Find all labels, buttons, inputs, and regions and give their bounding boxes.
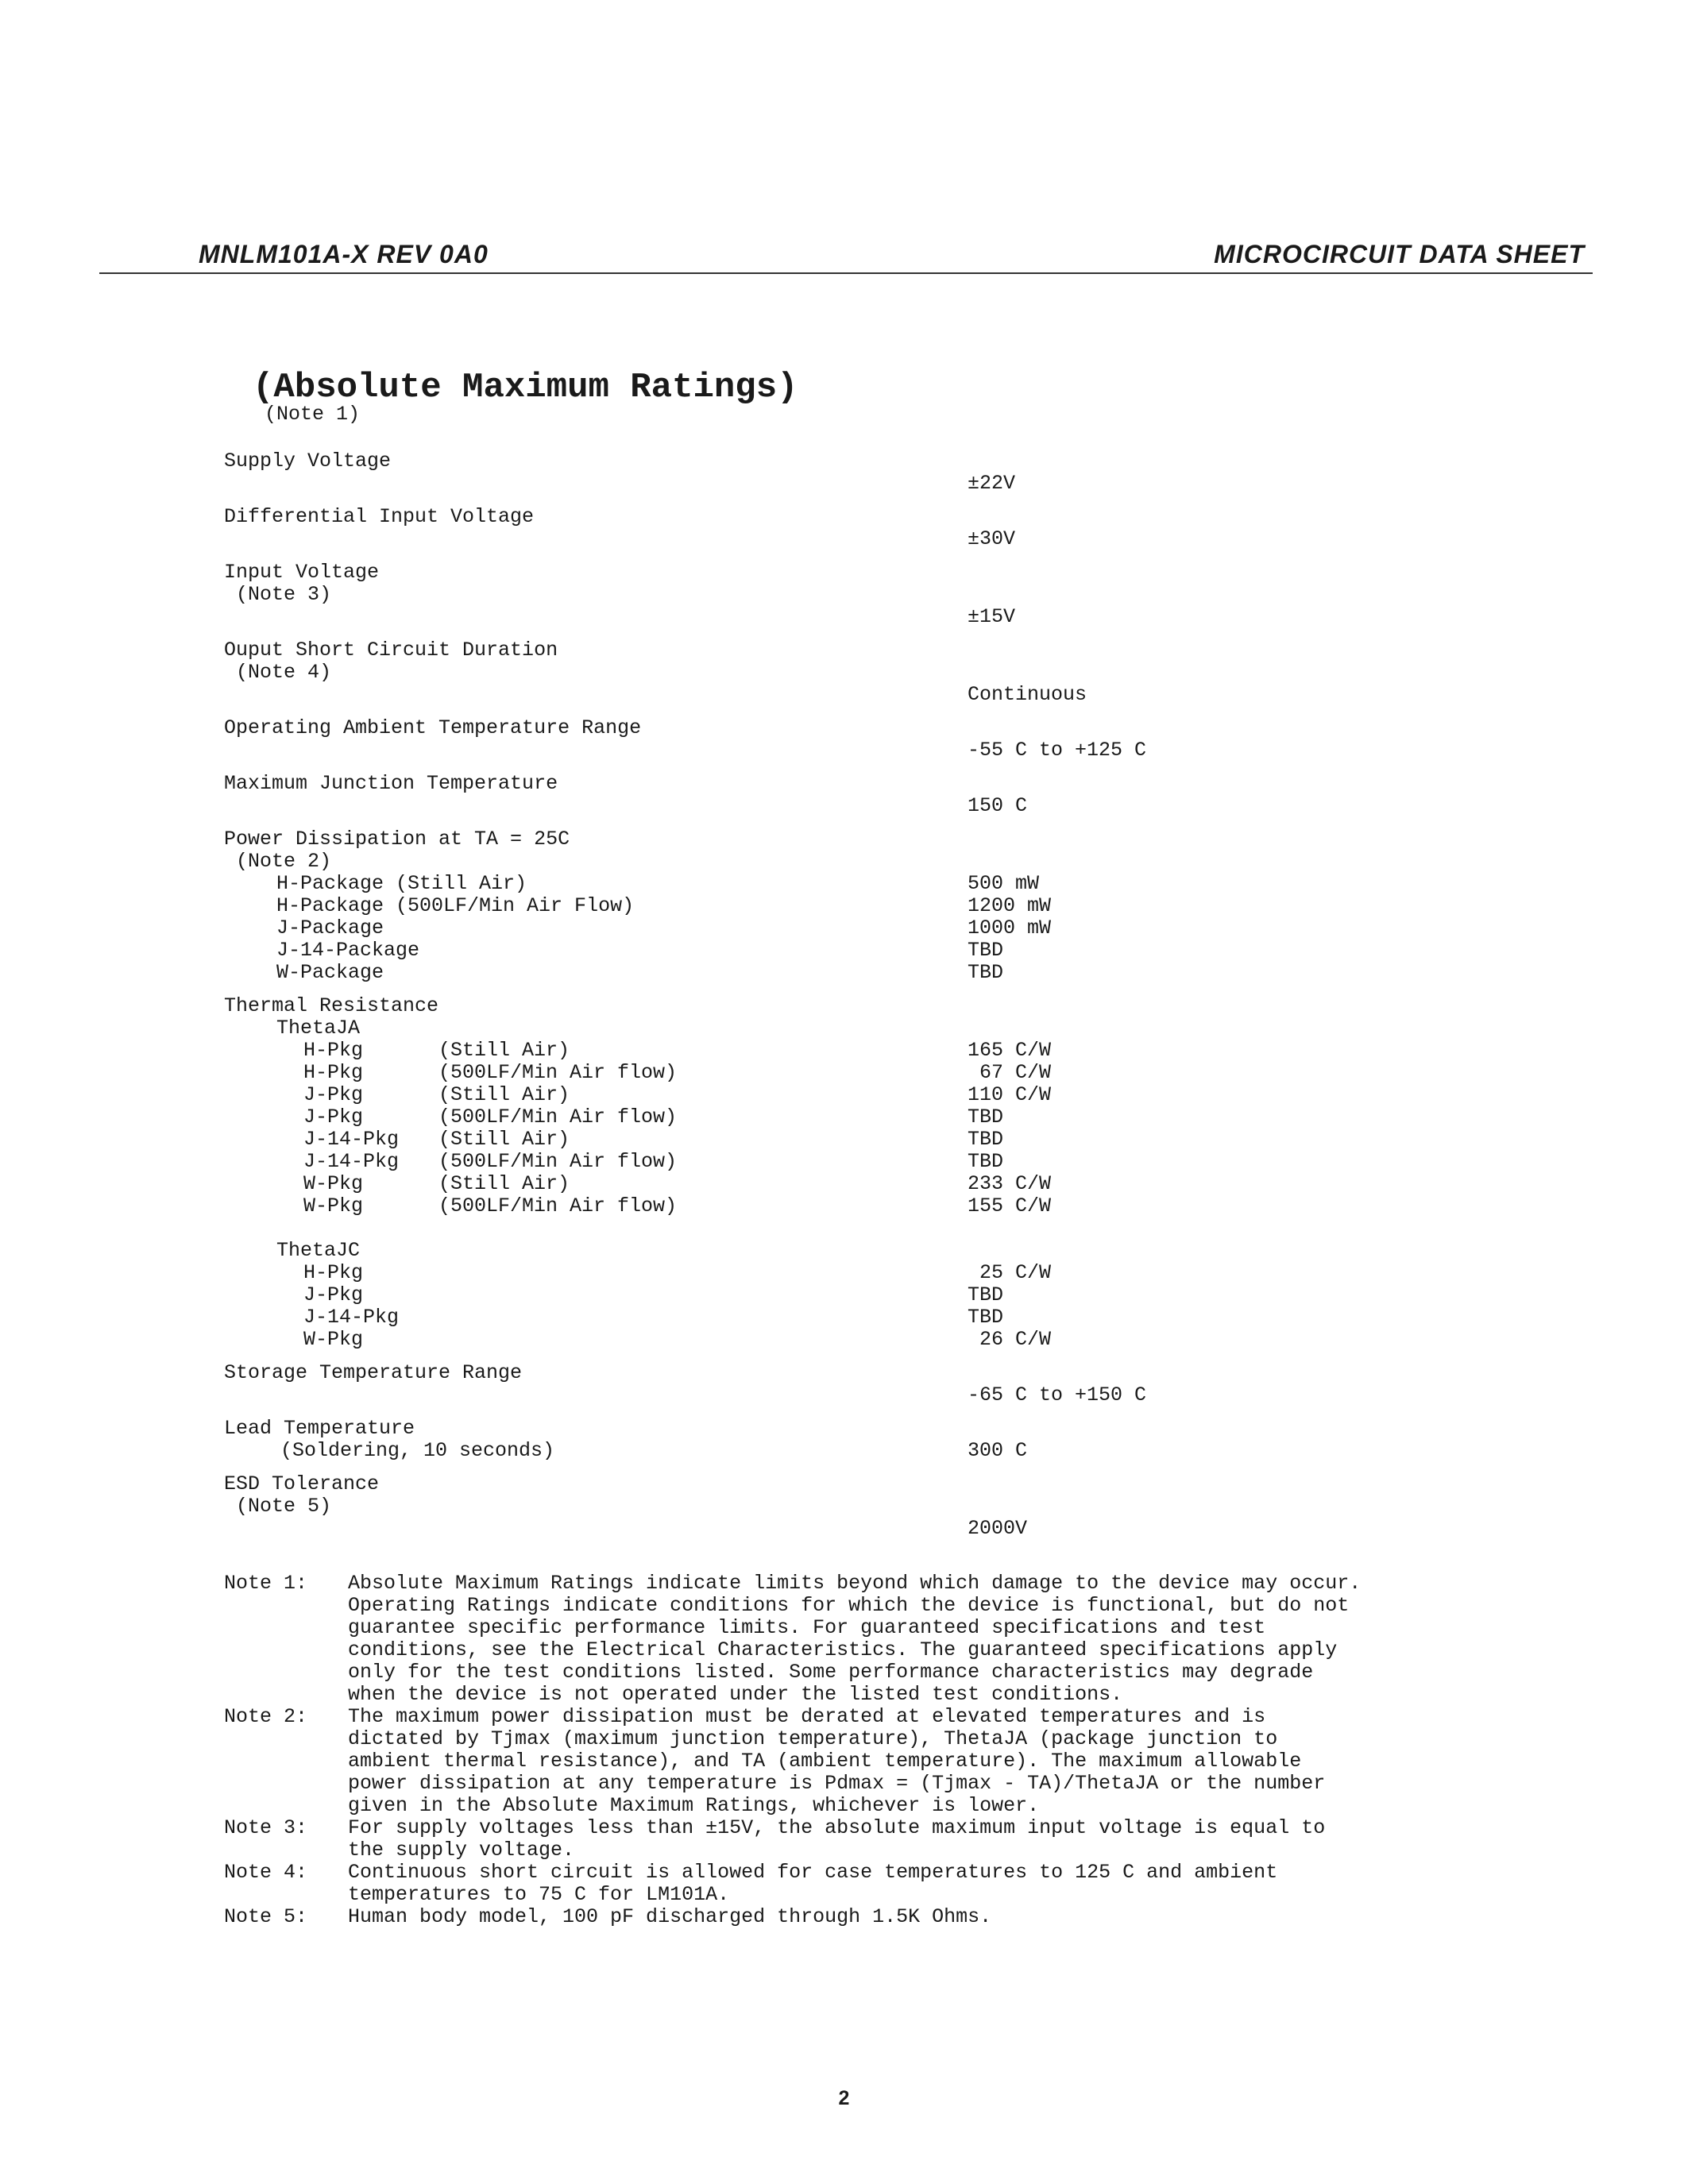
note-line: For supply voltages less than ±15V, the absolute maximum input voltage is equal to [348, 1816, 1326, 1839]
rating-value: -65 C to +150 C [968, 1383, 1147, 1406]
rating-label: Supply Voltage [224, 450, 392, 473]
thetaja-value: TBD [968, 1150, 1004, 1173]
rating-label: ESD Tolerance [224, 1472, 380, 1495]
rating-label: Power Dissipation at TA = 25C [224, 828, 570, 851]
thetaja-pkg: W-Pkg [303, 1194, 364, 1217]
note-line: Operating Ratings indicate conditions for which the device is functional, but do not [348, 1594, 1350, 1617]
thetajc-pkg: W-Pkg [303, 1328, 364, 1351]
rating-value: ±15V [968, 605, 1016, 628]
thetaja-pkg: J-Pkg [303, 1083, 364, 1106]
thetaja-value: TBD [968, 1128, 1004, 1151]
thetaja-value: 155 C/W [968, 1194, 1052, 1217]
thetaja-cond: (500LF/Min Air flow) [438, 1194, 678, 1217]
section-note-ref: (Note 1) [265, 403, 361, 426]
pd-row-label: H-Package (500LF/Min Air Flow) [276, 894, 635, 917]
rating-value: ±30V [968, 527, 1016, 550]
note-label: Note 3: [224, 1816, 308, 1839]
note-line: when the device is not operated under the listed test conditions. [348, 1683, 1123, 1706]
rating-value: 150 C [968, 794, 1028, 817]
rating-value: 300 C [968, 1439, 1028, 1462]
note-line: Absolute Maximum Ratings indicate limits beyond which damage to the device may occur. [348, 1572, 1362, 1595]
thetaja-cond: (Still Air) [438, 1128, 570, 1151]
rating-label: Storage Temperature Range [224, 1361, 523, 1384]
note-line: temperatures to 75 C for LM101A. [348, 1883, 730, 1906]
rating-label: Maximum Junction Temperature [224, 772, 558, 795]
rating-note [224, 1495, 331, 1518]
thetaja-cond: (Still Air) [438, 1039, 570, 1062]
note-label: Note 4: [224, 1861, 308, 1884]
header-rule [99, 272, 1593, 274]
thetajc-value: 26 C/W [968, 1328, 1052, 1351]
rating-label: Ouput Short Circuit Duration [224, 639, 558, 662]
thetajc-pkg: J-14-Pkg [303, 1306, 400, 1329]
rating-label: Differential Input Voltage [224, 505, 535, 528]
pd-row-value: 1200 mW [968, 894, 1052, 917]
document-id: MNLM101A-X REV 0A0 [199, 240, 489, 268]
note-line: dictated by Tjmax (maximum junction temperature), ThetaJA (package junction to [348, 1727, 1278, 1750]
note-line: Continuous short circuit is allowed for case temperatures to 125 C and ambient [348, 1861, 1278, 1884]
thetajc-label: ThetaJC [276, 1239, 361, 1262]
thetaja-cond: (500LF/Min Air flow) [438, 1061, 678, 1084]
pd-row-value: 1000 mW [968, 916, 1052, 940]
thetaja-cond: (500LF/Min Air flow) [438, 1106, 678, 1129]
note-ref: (Note 4) [236, 661, 332, 684]
thetajc-pkg: H-Pkg [303, 1261, 364, 1284]
thetaja-value: 165 C/W [968, 1039, 1052, 1062]
thetaja-value: 67 C/W [968, 1061, 1052, 1084]
rating-note [224, 851, 331, 873]
rating-sub: (Soldering, 10 seconds) [280, 1439, 555, 1462]
rating-value: 2000V [968, 1517, 1028, 1540]
note-label: Note 5: [224, 1905, 308, 1928]
thetaja-pkg: W-Pkg [303, 1172, 364, 1195]
pd-row-value: TBD [968, 939, 1004, 962]
thetaja-value: 233 C/W [968, 1172, 1052, 1195]
thetaja-pkg: J-Pkg [303, 1106, 364, 1129]
thetaja-cond: (Still Air) [438, 1172, 570, 1195]
note-ref: (Note 3) [236, 583, 332, 606]
thetaja-cond: (Still Air) [438, 1083, 570, 1106]
note-line: only for the test conditions listed. Some performance characteristics may degrade [348, 1661, 1314, 1684]
pd-row-label: J-Package [276, 916, 384, 940]
rating-note [224, 662, 331, 684]
section-title: (Absolute Maximum Ratings) [253, 368, 798, 407]
pd-row-label: J-14-Package [276, 939, 420, 962]
rating-value: Continuous [968, 683, 1087, 706]
pd-row-label: W-Package [276, 961, 384, 984]
thetaja-label: ThetaJA [276, 1017, 361, 1040]
rating-label: Input Voltage [224, 561, 380, 584]
note-line: Human body model, 100 pF discharged through 1.5K Ohms. [348, 1905, 992, 1928]
thetaja-value: TBD [968, 1106, 1004, 1129]
note-label: Note 2: [224, 1705, 308, 1728]
note-ref: (Note 2) [236, 850, 332, 873]
document-type: MICROCIRCUIT DATA SHEET [1214, 240, 1585, 268]
note-ref: (Note 5) [236, 1495, 332, 1518]
thetajc-pkg: J-Pkg [303, 1283, 364, 1306]
thetaja-value: 110 C/W [968, 1083, 1052, 1106]
note-line: The maximum power dissipation must be derated at elevated temperatures and is [348, 1705, 1266, 1728]
pd-row-label: H-Package (Still Air) [276, 872, 527, 895]
note-line: given in the Absolute Maximum Ratings, whichever is lower. [348, 1794, 1040, 1817]
note-line: guarantee specific performance limits. For guaranteed specifications and test [348, 1616, 1266, 1639]
thetajc-value: TBD [968, 1306, 1004, 1329]
thetaja-pkg: J-14-Pkg [303, 1150, 400, 1173]
thetajc-value: 25 C/W [968, 1261, 1052, 1284]
thetaja-pkg: H-Pkg [303, 1061, 364, 1084]
thetaja-pkg: H-Pkg [303, 1039, 364, 1062]
rating-label: Operating Ambient Temperature Range [224, 716, 642, 739]
note-line: the supply voltage. [348, 1839, 575, 1862]
note-label: Note 1: [224, 1572, 308, 1595]
rating-note [224, 584, 331, 606]
pd-row-value: TBD [968, 961, 1004, 984]
thetajc-value: TBD [968, 1283, 1004, 1306]
note-line: power dissipation at any temperature is Pdmax = (Tjmax - TA)/ThetaJA or the number [348, 1772, 1326, 1795]
note-line: ambient thermal resistance), and TA (ambient temperature). The maximum allowable [348, 1750, 1302, 1773]
page-number: 2 [838, 2087, 850, 2109]
rating-value: -55 C to +125 C [968, 739, 1147, 762]
note-line: conditions, see the Electrical Characteristics. The guaranteed specifications apply [348, 1638, 1338, 1661]
thetaja-cond: (500LF/Min Air flow) [438, 1150, 678, 1173]
rating-label: Lead Temperature [224, 1417, 415, 1440]
rating-label: Thermal Resistance [224, 994, 439, 1017]
rating-value: ±22V [968, 472, 1016, 495]
thetaja-pkg: J-14-Pkg [303, 1128, 400, 1151]
pd-row-value: 500 mW [968, 872, 1040, 895]
